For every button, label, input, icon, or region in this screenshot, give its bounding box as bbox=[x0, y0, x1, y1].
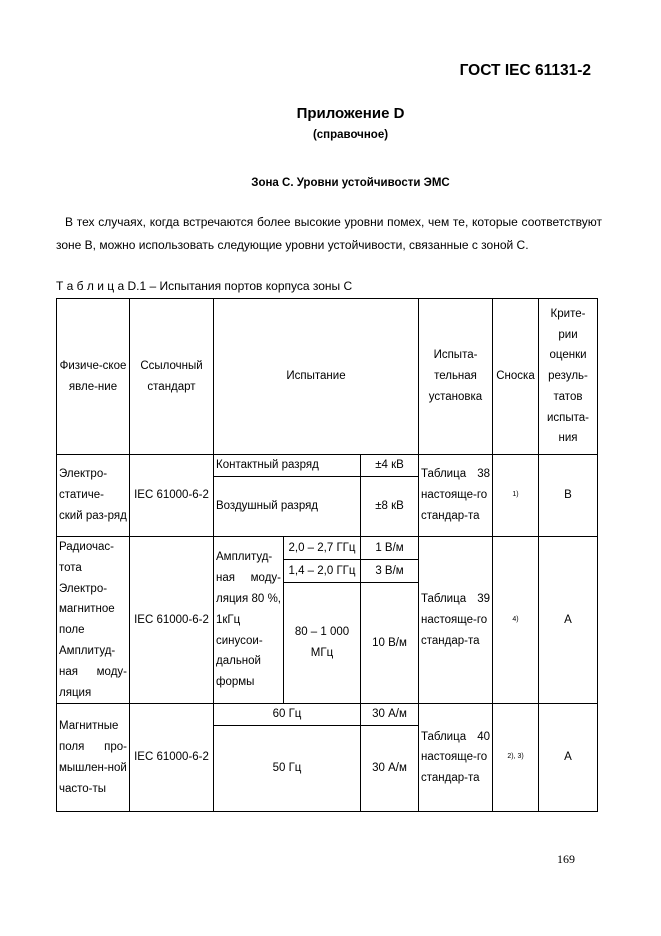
rf-phenomenon: Радиочас-тота Электро-магнитное поле Амплитуд-ная моду-ляция bbox=[57, 537, 130, 704]
magnetic-criteria: А bbox=[539, 704, 598, 812]
header-phenomenon: Физиче-ское явле-ние bbox=[57, 299, 130, 455]
esd-criteria: В bbox=[539, 455, 598, 537]
page-number: 169 bbox=[557, 852, 575, 866]
intro-paragraph bbox=[56, 211, 602, 257]
esd-setup: Таблица 38 настояще-го стандар-та bbox=[419, 455, 493, 537]
emc-test-table bbox=[56, 298, 598, 812]
rf-footnote: 4) bbox=[512, 615, 519, 623]
magnetic-reference: IEC 61000-6-2 bbox=[130, 704, 214, 812]
rf-level-1: 1 В/м bbox=[361, 537, 419, 560]
table-header-row bbox=[57, 299, 598, 455]
magnetic-footnote: 2), 3) bbox=[507, 753, 524, 761]
rf-freq-2: 1,4 – 2,0 ГГц bbox=[284, 560, 361, 583]
rf-test: Амплитуд-ная моду-ляция 80 %, 1кГц синусои-дальной формы bbox=[214, 537, 284, 704]
header-setup: Испыта-тельная установка bbox=[419, 299, 493, 455]
header-footnote: Сноска bbox=[493, 299, 539, 455]
rf-reference: IEC 61000-6-2 bbox=[130, 537, 214, 704]
esd-test-air: Воздушный разряд bbox=[214, 477, 361, 537]
appendix-subtitle: (справочное) bbox=[312, 129, 389, 141]
header-test: Испытание bbox=[214, 299, 419, 455]
intro-text: В тех случаях, когда встречаются более высокие уровни помех, чем те, которые соответствуют зоне В, можно использовать следующие уровни устойчивости, связанные с зоной С. bbox=[56, 215, 602, 252]
section-title: Зона С. Уровни устойчивости ЭМС bbox=[251, 177, 450, 189]
esd-level-air: ±8 кВ bbox=[361, 477, 419, 537]
magnetic-level-50hz: 30 А/м bbox=[361, 726, 419, 812]
table-caption: Т а б л и ц а D.1 – Испытания портов корпуса зоны С bbox=[56, 279, 353, 293]
document-code: ГОСТ IEC 61131-2 bbox=[459, 62, 591, 79]
header-criteria: Крите-рии оценки резуль-татов испыта-ния bbox=[539, 299, 598, 455]
table-row bbox=[57, 704, 598, 726]
esd-test-contact: Контактный разряд bbox=[214, 455, 361, 477]
rf-criteria: А bbox=[539, 537, 598, 704]
rf-setup: Таблица 39 настояще-го стандар-та bbox=[419, 537, 493, 704]
esd-reference: IEC 61000-6-2 bbox=[130, 455, 214, 537]
table-row bbox=[57, 537, 598, 560]
esd-level-contact: ±4 кВ bbox=[361, 455, 419, 477]
magnetic-test-50hz: 50 Гц bbox=[214, 726, 361, 812]
table-row bbox=[57, 455, 598, 477]
rf-level-2: 3 В/м bbox=[361, 560, 419, 583]
header-reference: Ссылочный стандарт bbox=[130, 299, 214, 455]
rf-freq-1: 2,0 – 2,7 ГГц bbox=[284, 537, 361, 560]
appendix-title: Приложение D bbox=[296, 105, 405, 122]
esd-phenomenon: Электро-статиче-ский раз-ряд bbox=[57, 455, 130, 537]
magnetic-phenomenon: Магнитные поля про-мышлен-ной часто-ты bbox=[57, 704, 130, 812]
magnetic-level-60hz: 30 А/м bbox=[361, 704, 419, 726]
magnetic-test-60hz: 60 Гц bbox=[214, 704, 361, 726]
esd-footnote: 1) bbox=[512, 490, 519, 498]
rf-freq-3: 80 – 1 000 МГц bbox=[284, 583, 361, 704]
magnetic-setup: Таблица 40 настояще-го стандар-та bbox=[419, 704, 493, 812]
rf-level-3: 10 В/м bbox=[361, 583, 419, 704]
